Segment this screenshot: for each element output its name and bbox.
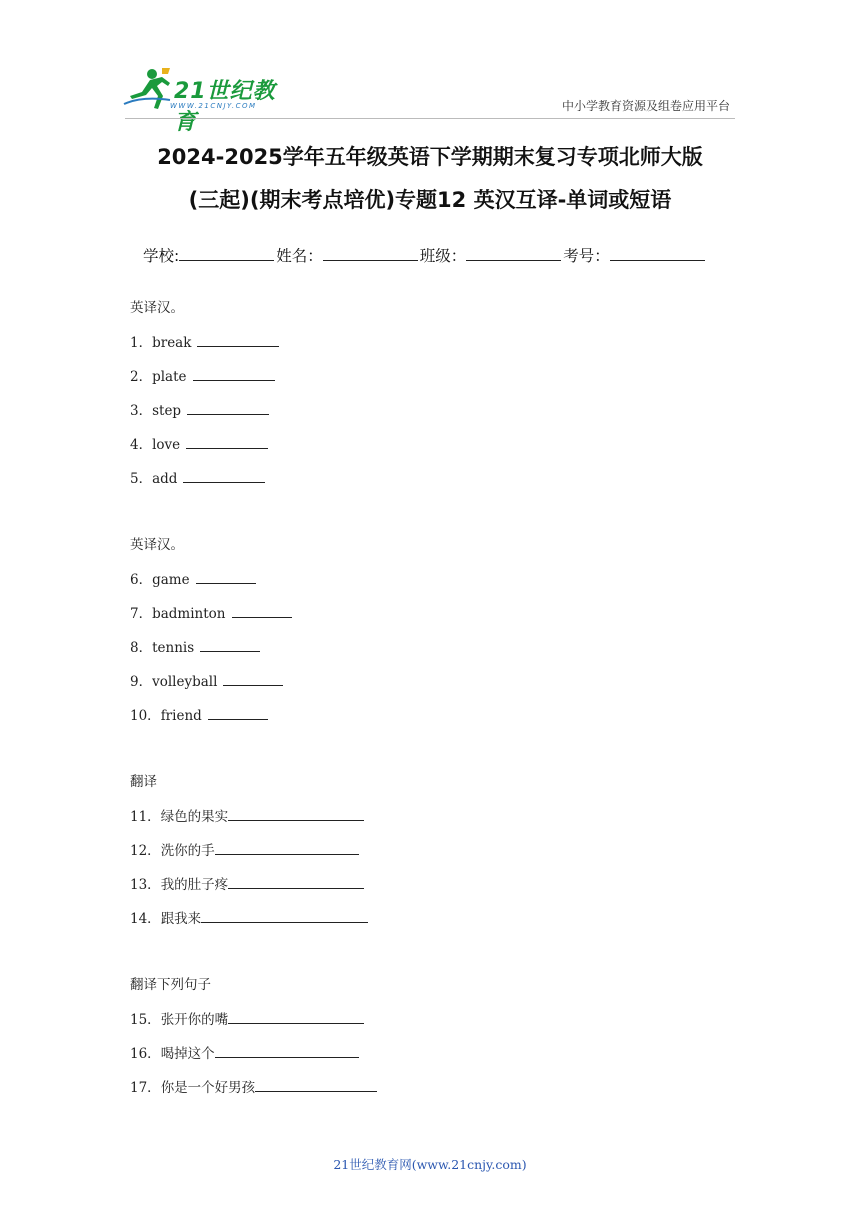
name-blank	[323, 246, 418, 261]
answer-blank	[201, 910, 368, 923]
answer-blank	[186, 436, 268, 449]
student-info	[143, 244, 707, 266]
exam-no-blank	[610, 246, 705, 261]
question-item: 1．break	[130, 331, 279, 351]
question-item: 2．plate	[130, 365, 275, 385]
answer-blank	[183, 470, 265, 483]
question-item: 10．friend	[130, 704, 268, 724]
question-item: 6．game	[130, 568, 256, 588]
question-item: 4．love	[130, 433, 268, 453]
platform-label: 中小学教育资源及组卷应用平台	[561, 99, 730, 113]
title-line-1: 2024-2025学年五年级英语下学期期末复习专项北师大版	[157, 145, 703, 169]
runner-logo-icon	[122, 66, 172, 112]
answer-blank	[197, 334, 279, 347]
school-label: 学校:	[143, 247, 180, 265]
class-label: 班级：	[419, 247, 467, 265]
question-item: 8．tennis	[130, 636, 260, 656]
question-item: 11．绿色的果实	[130, 805, 364, 825]
question-item: 17．你是一个好男孩	[130, 1076, 377, 1096]
page-header	[0, 0, 860, 135]
answer-blank	[223, 673, 283, 686]
answer-blank	[187, 402, 269, 415]
answer-blank	[255, 1079, 377, 1092]
question-item: 14．跟我来	[130, 907, 368, 927]
question-item: 15．张开你的嘴	[130, 1008, 364, 1028]
answer-blank	[228, 808, 364, 821]
footer-link[interactable]: 21世纪教育网(www.21cnjy.com)	[333, 1157, 527, 1172]
answer-blank	[200, 639, 260, 652]
exam-no-label: 考号：	[563, 247, 610, 265]
question-item: 3．step	[130, 399, 269, 419]
question-item: 12．洗你的手	[130, 839, 359, 859]
class-blank	[466, 246, 561, 261]
answer-blank	[215, 1045, 359, 1058]
section-heading: 翻译下列句子	[130, 977, 211, 993]
school-blank	[179, 246, 274, 261]
header-divider	[125, 118, 735, 119]
title-line-2: (三起)(期末考点培优)专题12 英汉互译-单词或短语	[188, 188, 672, 212]
question-item: 9．volleyball	[130, 670, 283, 690]
answer-blank	[215, 842, 359, 855]
name-label: 姓名：	[276, 247, 323, 265]
logo-text: 21世纪教育	[174, 79, 276, 135]
answer-blank	[228, 1011, 364, 1024]
question-item: 7．badminton	[130, 602, 292, 622]
answer-blank	[228, 876, 364, 889]
answer-blank	[193, 368, 275, 381]
answer-blank	[232, 605, 292, 618]
logo-url: WWW.21CNJY.COM	[170, 102, 257, 110]
section-heading: 翻译	[130, 774, 157, 790]
question-item: 13．我的肚子疼	[130, 873, 364, 893]
section-heading: 英译汉。	[130, 537, 184, 553]
question-item: 5．add	[130, 467, 265, 487]
logo	[122, 66, 292, 135]
answer-blank	[208, 707, 268, 720]
section-heading: 英译汉。	[130, 300, 184, 316]
answer-blank	[196, 571, 256, 584]
question-item: 16．喝掉这个	[130, 1042, 359, 1062]
